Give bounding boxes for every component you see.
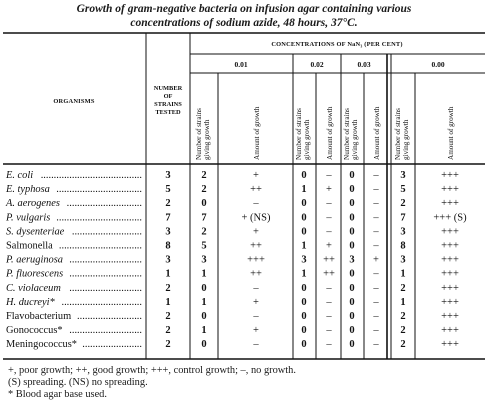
leader-dots: ................................. [56,184,142,196]
conc-001-label: 0.01 [234,60,248,69]
cell-c002-a: – [326,226,332,238]
cell-tested: 5 [165,184,171,196]
organism-name: E. coli [6,170,34,181]
organism-name: C. violaceum [6,282,61,294]
cell-c000-a: +++ [441,170,459,181]
cell-c003-n: 0 [349,170,355,181]
cell-c003-a: – [373,296,379,308]
table-body [5,170,467,350]
cell-c002-a: – [326,212,332,224]
sub-amount-003: Amount of growth [373,106,381,160]
cell-c001-n: 2 [201,170,207,181]
cell-c001-a: + [253,296,259,308]
cell-c001-a: – [253,311,259,322]
cell-c003-n: 0 [349,282,355,294]
cell-c003-n: 0 [349,240,355,252]
cell-c002-n: 0 [301,282,307,294]
cell-c003-n: 0 [349,198,355,210]
cell-tested: 2 [165,282,171,294]
cell-c001-a: – [253,339,259,351]
cell-c000-a: +++ [441,226,459,238]
cell-c000-a: +++ [441,311,459,322]
cell-tested: 1 [165,296,171,308]
cell-c002-a: – [326,198,332,210]
cell-c002-n: 0 [301,198,307,210]
cell-c001-a: +++ [247,254,265,266]
cell-c001-a: + (NS) [241,212,271,224]
cell-c003-n: 0 [349,268,355,280]
cell-c002-a: – [326,325,332,337]
concentrations-header: CONCENTRATIONS OF NaN₃ (PER CENT) [271,41,403,48]
cell-c001-a: + [253,325,259,337]
cell-c000-n: 2 [400,282,406,294]
cell-c003-a: – [373,226,379,238]
cell-c000-n: 2 [400,198,406,210]
sub-amount-001: Amount of growth [253,106,261,160]
leader-dots: ......................... [77,311,142,322]
cell-c002-a: – [326,282,332,294]
cell-c000-n: 7 [400,212,406,224]
leader-dots: ............................ [69,268,142,280]
cell-c002-n: 0 [301,170,307,181]
cell-c003-n: 0 [349,226,355,238]
cell-tested: 2 [165,311,171,322]
cell-c003-a: – [373,240,379,252]
conc-003-label: 0.03 [357,60,371,69]
footnote-spreading: (S) spreading. (NS) no spreading. [8,377,148,388]
leader-dots: ....................... [82,339,142,351]
cell-c002-n: 0 [301,226,307,238]
cell-c002-n: 1 [301,184,307,196]
leader-dots: ................................. [56,212,142,224]
cell-c003-a: – [373,268,379,280]
cell-c000-a: +++ [441,198,459,210]
cell-c000-n: 1 [400,268,406,280]
cell-c002-a: + [326,240,332,252]
conc-002-label: 0.02 [310,60,324,69]
leader-dots: ............................ [69,254,142,266]
sub-strains-002-line-1: Number of strains [295,108,303,160]
conc-000-label: 0.00 [431,60,445,69]
cell-c001-n: 1 [201,325,207,337]
footnote-legend: +, poor growth; ++, good growth; +++, control growth; –, no growth. [8,365,296,376]
cell-c001-n: 5 [201,240,207,252]
tested-header-1: NUMBER [153,85,183,92]
cell-c001-n: 1 [201,296,207,308]
caption-line-1: Growth of gram-negative bacteria on infusion agar containing various [76,3,412,15]
organisms-header: ORGANISMS [53,98,95,105]
tested-header-2: OF [163,93,173,100]
cell-c003-n: 0 [349,325,355,337]
sub-amount-002: Amount of growth [326,106,334,160]
sub-strains-001-line-1: Number of strains [195,108,203,160]
cell-c000-n: 2 [400,311,406,322]
cell-c000-n: 1 [400,296,406,308]
cell-c003-a: + [373,254,379,266]
cell-c002-a: ++ [323,254,335,266]
cell-tested: 1 [165,268,171,280]
cell-c001-n: 0 [201,282,207,294]
cell-c002-n: 0 [301,296,307,308]
cell-tested: 7 [165,212,171,224]
cell-c000-a: +++ (S) [433,212,467,224]
cell-c002-n: 0 [301,311,307,322]
cell-c002-n: 1 [301,268,307,280]
subheaders-rotated [195,106,455,160]
organism-name: E. typhosa [6,184,50,196]
organism-name: P. vulgaris [6,212,51,224]
caption-line-2: concentrations of sodium azide, 48 hours, 37°C. [130,17,358,29]
cell-c001-a: – [253,198,259,210]
cell-c002-n: 0 [301,325,307,337]
cell-c003-n: 3 [349,254,355,266]
cell-c003-n: 0 [349,339,355,351]
cell-c000-n: 2 [400,325,406,337]
cell-tested: 3 [165,226,171,238]
footnote-blood-agar: * Blood agar base used. [8,389,107,400]
organism-name: Gonococcus* [6,325,63,337]
cell-c000-n: 3 [400,226,406,238]
organism-name: H. ducreyi* [6,296,55,308]
cell-c002-n: 1 [301,240,307,252]
cell-c003-a: – [373,325,379,337]
cell-c000-n: 5 [400,184,406,196]
cell-c001-n: 3 [201,254,207,266]
cell-c002-a: – [326,170,332,181]
cell-c002-a: – [326,311,332,322]
cell-c000-a: +++ [441,184,459,196]
cell-c003-n: 0 [349,311,355,322]
cell-c001-n: 0 [201,198,207,210]
tested-header-3: STRAINS [154,101,182,108]
table-row [5,212,467,223]
cell-c000-a: +++ [441,254,459,266]
sub-strains-000-line-1: Number of strains [394,108,402,160]
cell-c002-n: 3 [301,254,307,266]
cell-c001-a: + [253,170,259,181]
organism-name: Meningococcus* [6,339,77,351]
cell-c003-n: 0 [349,296,355,308]
sub-strains-001-line-2: giving growth [203,119,211,160]
cell-c001-n: 7 [201,212,207,224]
cell-tested: 8 [165,240,171,252]
leader-dots: ....................................... [40,170,142,181]
cell-c001-n: 0 [201,311,207,322]
tested-header-4: TESTED [155,109,181,116]
sub-amount-000: Amount of growth [447,106,455,160]
cell-c003-n: 0 [349,184,355,196]
cell-c000-a: +++ [441,296,459,308]
cell-c003-a: – [373,198,379,210]
cell-c001-n: 1 [201,268,207,280]
leader-dots: ............................ [69,325,142,337]
cell-c000-a: +++ [441,339,459,351]
cell-c000-n: 3 [400,254,406,266]
cell-tested: 2 [165,198,171,210]
cell-c003-a: – [373,184,379,196]
cell-c001-a: + [253,226,259,238]
cell-c000-a: +++ [441,268,459,280]
leader-dots: ................................ [58,240,142,252]
cell-c001-a: ++ [250,184,262,196]
cell-c000-a: +++ [441,240,459,252]
cell-c001-a: – [253,282,259,294]
cell-c002-a: – [326,296,332,308]
cell-c003-a: – [373,212,379,224]
cell-c001-n: 2 [201,226,207,238]
sub-strains-000-line-2: giving growth [402,119,410,160]
organism-name: S. dysenteriae [6,226,65,238]
cell-c002-a: + [326,184,332,196]
cell-c002-a: – [326,339,332,351]
cell-tested: 3 [165,254,171,266]
cell-c000-n: 8 [400,240,406,252]
cell-c001-a: ++ [250,268,262,280]
cell-c002-n: 0 [301,339,307,351]
cell-c003-a: – [373,282,379,294]
cell-c000-n: 2 [400,339,406,351]
cell-c003-n: 0 [349,212,355,224]
cell-c001-a: ++ [250,240,262,252]
cell-c000-a: +++ [441,325,459,337]
cell-c003-a: – [373,339,379,351]
cell-tested: 3 [165,170,171,181]
cell-c002-a: ++ [323,268,335,280]
organism-name: P. fluorescens [6,268,64,280]
sub-strains-003-line-2: giving growth [351,119,359,160]
cell-tested: 2 [165,339,171,351]
cell-c000-a: +++ [441,282,459,294]
organism-name: A. aerogenes [6,198,60,210]
cell-c002-n: 0 [301,212,307,224]
cell-c000-n: 3 [400,170,406,181]
cell-tested: 2 [165,325,171,337]
cell-c003-a: – [373,170,379,181]
leader-dots: ........................... [71,226,142,238]
leader-dots: ............................. [66,198,142,210]
organism-name: Salmonella [6,240,53,252]
cell-c003-a: – [373,311,379,322]
sub-strains-002-line-2: giving growth [303,119,311,160]
cell-c001-n: 2 [201,184,207,196]
organism-name: P. aeruginosa [6,254,63,266]
leader-dots: ............................ [69,282,142,294]
organism-name: Flavobacterium [6,311,72,322]
leader-dots: ............................... [61,296,142,308]
sub-strains-003-line-1: Number of strains [343,108,351,160]
cell-c001-n: 0 [201,339,207,351]
